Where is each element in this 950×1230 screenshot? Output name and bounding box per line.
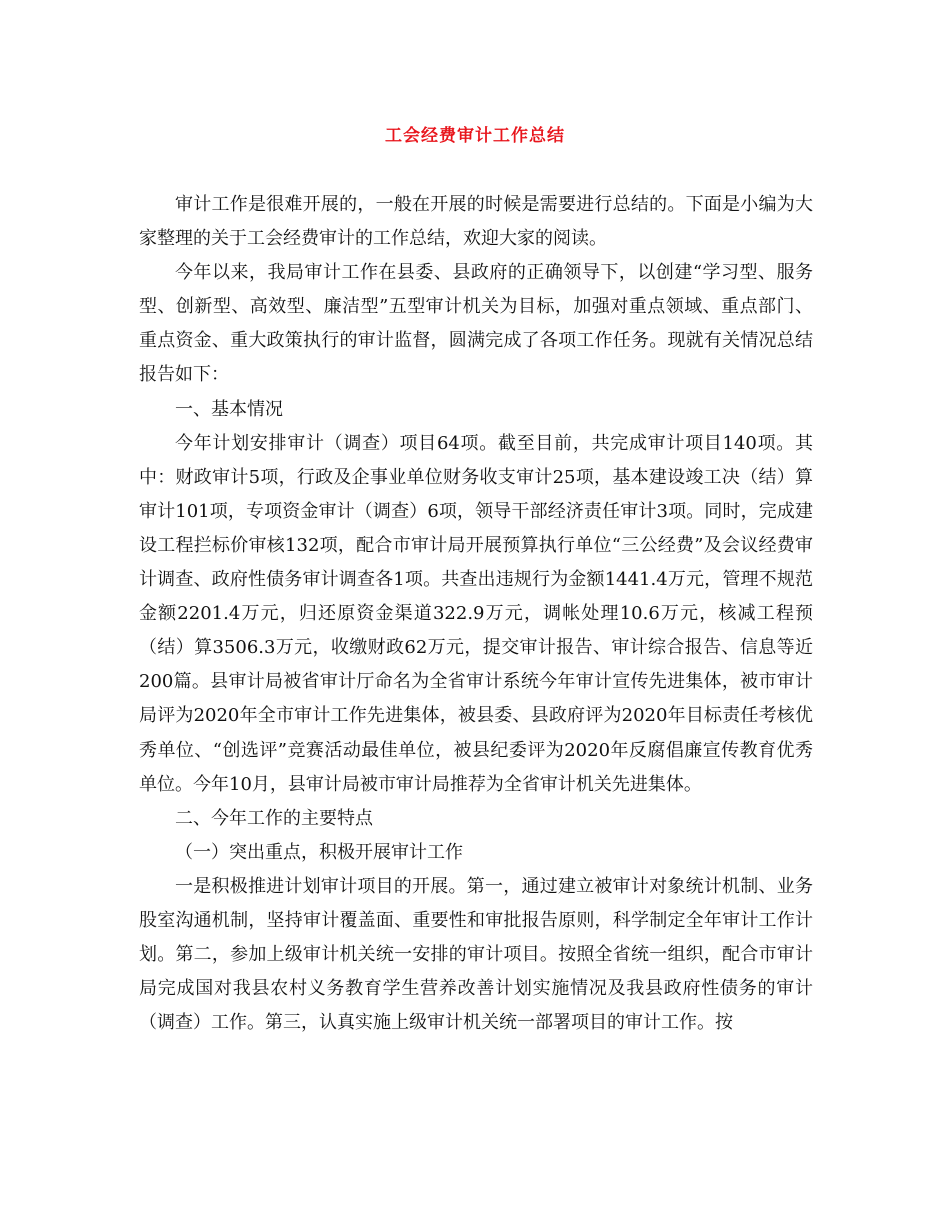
paragraph-basic-situation: 今年计划安排审计（调查）项目64项。截至目前，共完成审计项目140项。其中：财政审计5项，行政及企事业单位财务收支审计25项，基本建设竣工决（结）算审计101项，专项资金审计（调查）6项，领导干部经济责任审计3项。同时，完成建设工程拦标价审核132项，配合市审计局开展预算执行单位“三公经费”及会议经费审计调查、政府性债务审计调查各1项。共查出违规行为金额1441.4万元，管理不规范金额2201.4万元，归还原资金渠道322.9万元，调帐处理10.6万元，核减工程预（结）算3506.3万元，收缴财政62万元，提交审计报告、审计综合报告、信息等近200篇。县审计局被省审计厅命名为全省审计系统今年审计宣传先进集体，被市审计局评为2020年全市审计工作先进集体，被县委、县政府评为2020年目标责任考核优秀单位、“创选评”竞赛活动最佳单位，被县纪委评为2020年反腐倡廉宣传教育优秀单位。今年10月，县审计局被市审计局推荐为全省审计机关先进集体。 (139, 432, 813, 795)
subsection-heading-focus: （一）突出重点，积极开展审计工作 (175, 841, 463, 863)
document-title: 工会经费审计工作总结 (385, 126, 565, 146)
document-body (139, 188, 813, 1040)
paragraph-intro: 审计工作是很难开展的，一般在开展的时候是需要进行总结的。下面是小编为大家整理的关于工会经费审计的工作总结，欢迎大家的阅读。 (139, 194, 813, 250)
paragraph-plan-projects: 一是积极推进计划审计项目的开展。第一，通过建立被审计对象统计机制、业务股室沟通机制，坚持审计覆盖面、重要性和审批报告原则，科学制定全年审计工作计划。第二，参加上级审计机关统一安排的审计项目。按照全省统一组织，配合市审计局完成国对我县农村义务教育学生营养改善计划实施情况及我县政府性债务的审计（调查）工作。第三，认真实施上级审计机关统一部署项目的审计工作。按 (139, 875, 813, 1034)
section-heading-basic-situation: 一、基本情况 (175, 398, 283, 420)
paragraph-overview: 今年以来，我局审计工作在县委、县政府的正确领导下，以创建“学习型、服务型、创新型、高效型、廉洁型”五型审计机关为目标，加强对重点领域、重点部门、重点资金、重大政策执行的审计监督，圆满完成了各项工作任务。现就有关情况总结报告如下： (139, 262, 813, 386)
section-heading-main-features: 二、今年工作的主要特点 (175, 807, 373, 829)
